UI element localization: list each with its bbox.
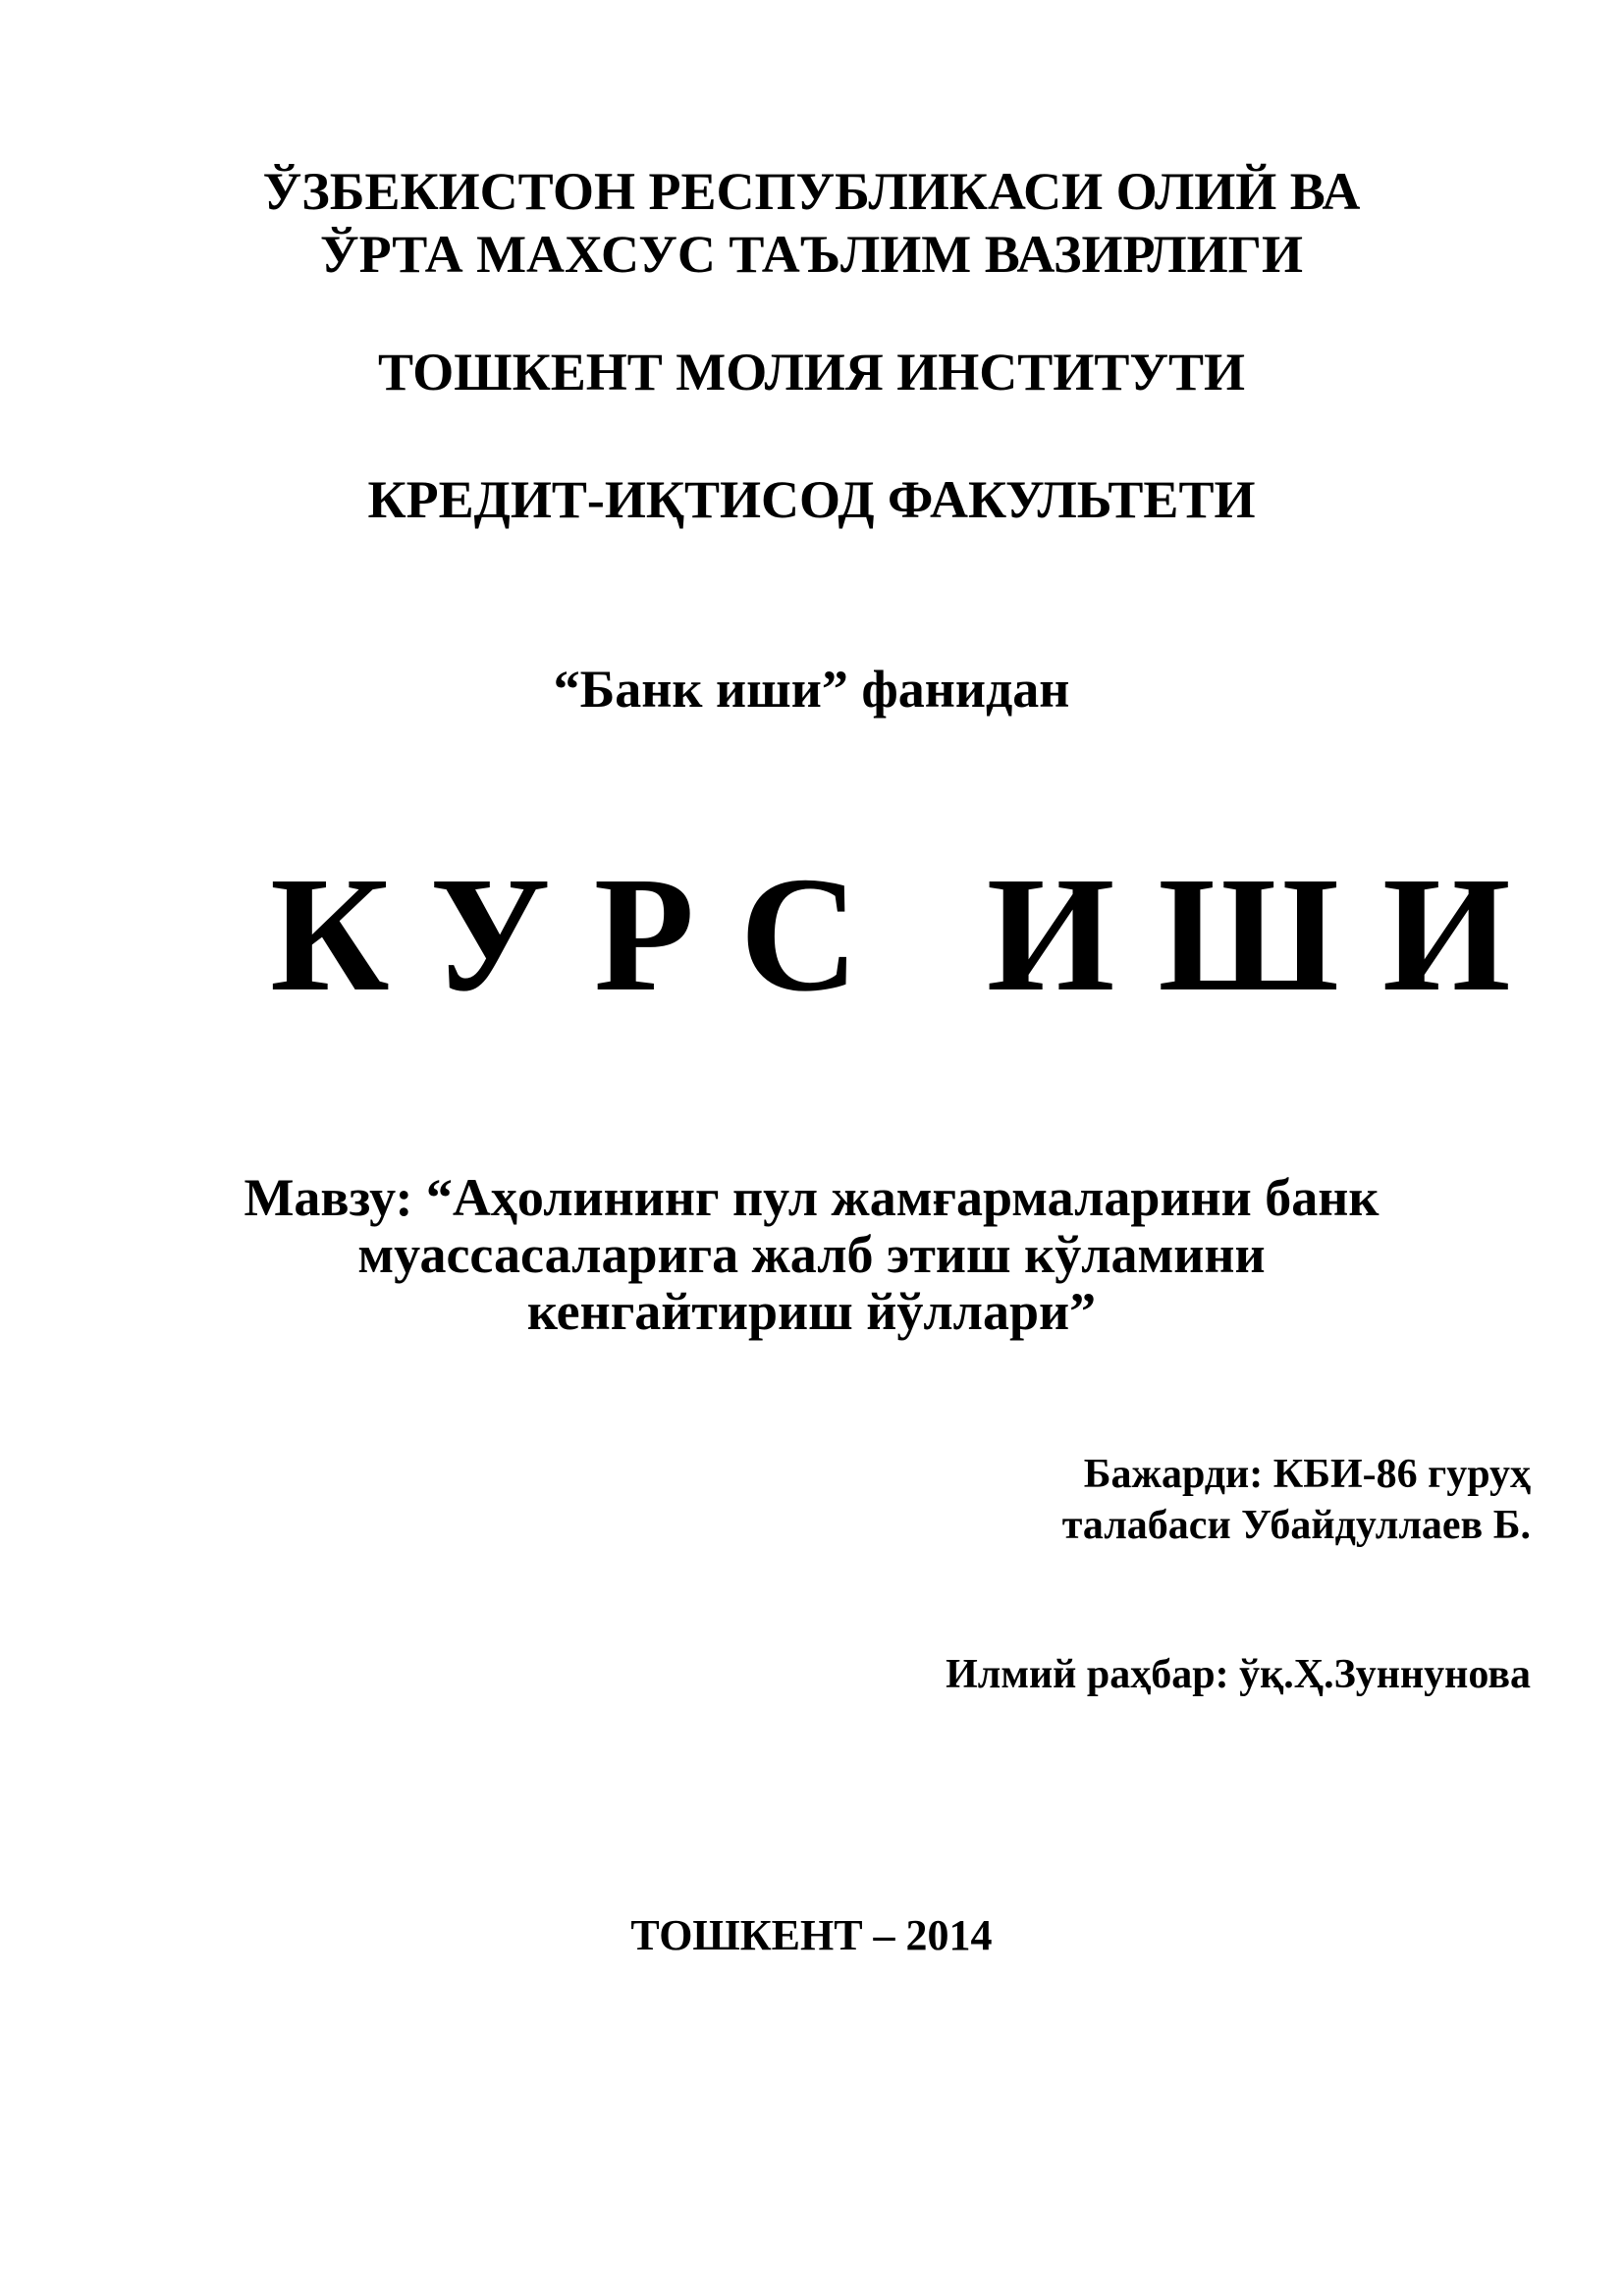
topic-block [0,1169,1623,1340]
document-title: КУРС ИШИ [270,843,1554,1026]
topic-line-2: муассасаларига жалб этиш кўламини [357,1225,1266,1284]
author-line-1: Бажарди: КБИ-86 гуруҳ [1083,1452,1531,1497]
topic-line-1: Мавзу: “Аҳолининг пул жамғармаларини банк [243,1168,1380,1227]
advisor-line: Илмий раҳбар: ўқ.Ҳ.Зуннунова [946,1652,1531,1697]
ministry-line-1: ЎЗБЕКИСТОН РЕСПУБЛИКАСИ ОЛИЙ ВА [262,162,1361,221]
ministry-line-2: ЎРТА МАХСУС ТАЪЛИМ ВАЗИРЛИГИ [319,225,1304,284]
subject-line: “Банк иши” фанидан [553,660,1070,719]
author-line-2: талабаси Убайдуллаев Б. [1061,1503,1531,1548]
author-block [1062,1449,1531,1551]
city-year: ТОШКЕНТ – 2014 [630,1911,993,1959]
faculty-name: КРЕДИТ-ИҚТИСОД ФАКУЛЬТЕТИ [367,470,1256,529]
topic-line-3: кенгайтириш йўллари” [526,1282,1097,1341]
ministry-heading [0,160,1623,286]
institute-name: ТОШКЕНТ МОЛИЯ ИНСТИТУТИ [377,343,1245,401]
